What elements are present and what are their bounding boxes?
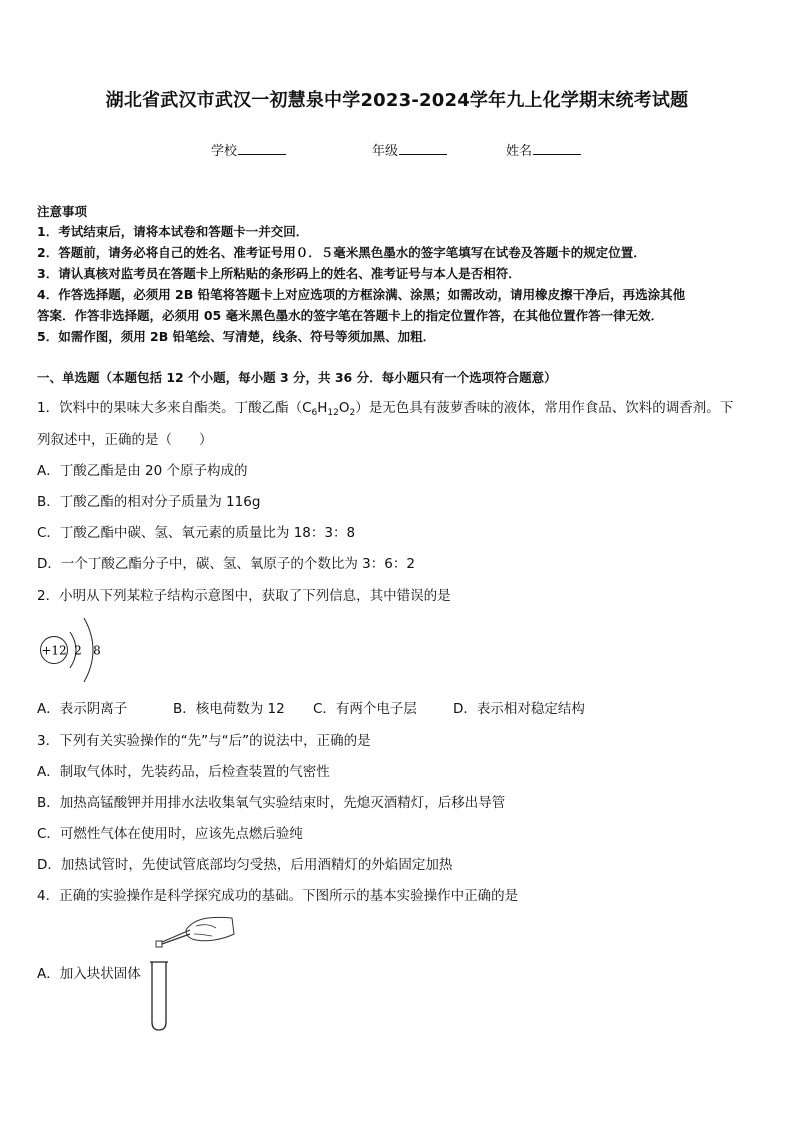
question-1-stem	[37, 396, 733, 418]
school-field[interactable]	[211, 140, 286, 159]
q1-text-a: 1．饮料中的果味大多来自酯类。丁酸乙酯（C	[37, 400, 312, 416]
page-title: 湖北省武汉市武汉一初慧泉中学2023-2024学年九上化学期末统考试题	[105, 90, 689, 111]
q1-sub: 2	[349, 408, 356, 418]
q2-option-b[interactable]: B．核电荷数为 12	[173, 701, 285, 717]
q1-sub: 12	[327, 408, 339, 418]
shell-2-electrons: 8	[93, 643, 101, 658]
q1-option-a[interactable]: A．丁酸乙酯是由 20 个原子构成的	[37, 463, 248, 479]
q1-sub: 6	[311, 408, 318, 418]
electron-shell-2	[84, 618, 93, 682]
q2-option-a[interactable]: A．表示阴离子	[37, 701, 128, 717]
name-label: 姓名	[506, 144, 533, 159]
q1-option-d[interactable]: D．一个丁酸乙酯分子中，碳、氢、氧原子的个数比为 3：6：2	[37, 556, 415, 572]
name-blank[interactable]	[533, 142, 581, 155]
q4-option-a[interactable]: A．加入块状固体	[37, 966, 141, 982]
notice-item: 5．如需作图，须用 2B 铅笔绘、写清楚，线条、符号等须加黑、加粗．	[37, 329, 436, 344]
finger-line	[194, 934, 212, 936]
notice-item: 答案．作答非选择题，必须用 05 毫米黑色墨水的签字笔在答题卡上的指定位置作答，在其他位置作答一律无效．	[37, 308, 664, 323]
q2-option-c[interactable]: C．有两个电子层	[313, 701, 417, 717]
notice-item: 3．请认真核对监考员在答题卡上所粘贴的条形码上的姓名、准考证号与本人是否相符．	[37, 266, 521, 281]
grade-label: 年级	[372, 144, 399, 159]
q3-option-c[interactable]: C．可燃性气体在使用时，应该先点燃后验纯	[37, 826, 303, 842]
nucleus-charge: +12	[41, 643, 67, 658]
test-tube-icon	[152, 962, 166, 1030]
school-label: 学校	[211, 144, 238, 159]
question-4-stem: 4．正确的实验操作是科学探究成功的基础。下图所示的基本实验操作中正确的是	[37, 888, 519, 904]
question-2-stem: 2．小明从下列某粒子结构示意图中，获取了下列信息，其中错误的是	[37, 588, 451, 604]
q3-option-d[interactable]: D．加热试管时，先使试管底部均匀受热，后用酒精灯的外焰固定加热	[37, 857, 453, 873]
question-1-stem-cont: 列叙述中，正确的是（ ）	[37, 432, 213, 448]
q1-text-b: ）是无色具有菠萝香味的液体，常用作食品、饮料的调香剂。下	[355, 400, 734, 416]
shell-1-electrons: 2	[74, 643, 82, 658]
grade-field[interactable]	[372, 140, 447, 159]
add-solid-illustration	[140, 908, 240, 1034]
atom-structure-diagram	[36, 610, 116, 690]
q3-option-b[interactable]: B．加热高锰酸钾并用排水法收集氧气实验结束时，先熄灭酒精灯，后移出导管	[37, 795, 506, 811]
q1-text: H	[317, 400, 328, 416]
q1-option-b[interactable]: B．丁酸乙酯的相对分子质量为 116g	[37, 494, 261, 510]
notice-item: 4．作答选择题，必须用 2B 铅笔将答题卡上对应选项的方框涂满、涂黑；如需改动，请用橡皮擦干净后，再选涂其他	[37, 287, 686, 302]
notice-heading: 注意事项	[37, 204, 88, 219]
notice-item: 2．答题前，请务必将自己的姓名、准考证号用０．５毫米黑色墨水的签字笔填写在试卷及答题卡的规定位置．	[37, 245, 646, 260]
question-3-stem: 3．下列有关实验操作的“先”与“后”的说法中，正确的是	[37, 733, 371, 749]
finger-line	[196, 925, 216, 928]
name-field[interactable]	[506, 140, 581, 159]
solid-block-icon	[156, 941, 162, 947]
q1-option-c[interactable]: C．丁酸乙酯中碳、氢、氧元素的质量比为 18：3：8	[37, 525, 356, 541]
grade-blank[interactable]	[399, 142, 447, 155]
school-blank[interactable]	[238, 142, 286, 155]
section-heading: 一、单选题（本题包括 12 个小题，每小题 3 分，共 36 分．每小题只有一个选项符合题意）	[37, 370, 557, 385]
q2-option-d[interactable]: D．表示相对稳定结构	[453, 701, 585, 717]
q3-option-a[interactable]: A．制取气体时，先装药品，后检查装置的气密性	[37, 764, 330, 780]
hand-icon	[186, 917, 234, 940]
q1-text: O	[338, 400, 350, 416]
notice-item: 1．考试结束后，请将本试卷和答题卡一并交回．	[37, 224, 309, 239]
